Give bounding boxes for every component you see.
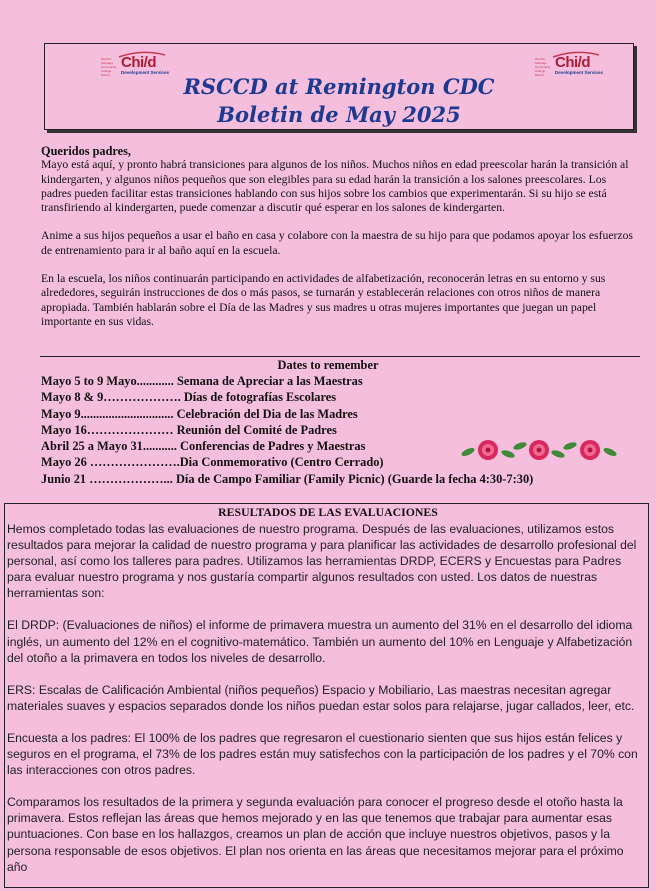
letter-paragraph: Mayo está aquí, y pronto habrá transiciones para algunos de los niños. Muchos niños en edad preescolar harán la transición al kindergarten, y algunos niños pequeños que son elegibles para su edad harán la transición a los salones preescolares. Los padres pueden facilitar estas transiciones hablando con sus hijos sobre los cambios que experimentarán. Si su hijo se está transfiriendo al kindergarten, puede comenzar a discutir qué esperar en los salones de kindergarten. — [41, 158, 629, 215]
date-row — [41, 373, 641, 389]
results-paragraph: Comparamos los resultados de la primera y segunda evaluación para conocer el progreso desde el otoño hasta la primavera. Estos reflejan las áreas que hemos mejorado y en las que tenemos que trabajar para aumentar esas puntuaciones. Con base en los hallazgos, creamos un plan de acción que incluye nuestros objetivos, pasos y la persona responsable de esos objetivos. El plan nos orienta en las áreas que necesitamos mejorar para el próximo año — [7, 795, 624, 874]
letter-greeting: Queridos padres, — [41, 144, 131, 158]
logo-word: Chi/d — [555, 54, 590, 71]
newsletter-header — [44, 43, 634, 130]
date-event: Celebración del Dia de las Madres — [173, 406, 358, 421]
letter-paragraph: Anime a sus hijos pequeños a usar el baño en casa y colabore con la maestra de su hijo para que podamos apoyar los esfuerzos de entrenamiento para ir al baño aquí en la escuela. — [41, 229, 633, 257]
results-paragraph: Encuesta a los padres: El 100% de los padres que regresaron el cuestionario sienten que sus hijos están felices y seguros en el programa, el 73% de los padres están muy satisfechos con la participación de los padres y el 70% con las interacciones con otros padres. — [7, 730, 638, 778]
logo-subtitle: Development Services — [121, 70, 170, 75]
date-label: Mayo 16………………… — [41, 422, 174, 437]
parent-letter — [41, 144, 639, 343]
date-label: Junio 21 ………………... — [41, 471, 173, 486]
date-row — [41, 389, 641, 405]
divider — [40, 356, 640, 357]
logo-tiny-text: Rancho Santiago Community College District — [101, 57, 117, 77]
date-event: Semana de Apreciar a las Maestras — [173, 374, 363, 388]
date-event: Días de fotografías Escolares — [180, 390, 337, 405]
dates-title: Dates to remember — [277, 358, 379, 372]
date-row — [41, 406, 641, 422]
date-event: Conferencias de Padres y Maestras — [176, 439, 366, 454]
results-paragraph: ERS: Escalas de Calificación Ambiental (niños pequeños) Espacio y Mobiliario, Las maestras necesitan agregar materiales suaves y espacios separados donde los niños puedan estar solos para relajarse, jugar callados, leer, etc. — [7, 682, 635, 713]
date-label: Mayo 8 & 9………………. — [41, 390, 181, 405]
newsletter-title: RSCCD at Remington CDC — [183, 74, 495, 99]
date-event: Reunión del Comité de Padres — [173, 422, 337, 437]
date-event: Dia Conmemorativo (Centro Cerrado) — [179, 455, 384, 470]
results-body — [7, 521, 647, 891]
logo-tiny-text: Rancho Santiago Community College District — [535, 57, 551, 77]
results-paragraph: Hemos completado todas las evaluaciones de nuestro programa. Después de las evaluaciones, utilizamos estos resultados para mejorar la calidad de nuestro programa y para planificar las actividades de desarrollo profesional del personal, así como los talleres para padres. Utilizamos las herramientas DRDP, ECERS y Encuestas para Padres para evaluar nuestro programa y nos gustaría compartir algunos resultados con usted. Los datos de nuestras herramientas son: — [7, 522, 637, 601]
results-paragraph: El DRDP: (Evaluaciones de niños) el informe de primavera muestra un aumento del 31% en el desarrollo del idioma inglés, un aumento del 12% en el cognitivo-matemático. También un aumento del 10% en Lenguaje y Alfabetización del otoño a la primavera en todos los niveles de desarrollo. — [7, 618, 633, 665]
dates-list — [41, 373, 641, 487]
rose-garland-icon — [460, 438, 618, 462]
date-label: Mayo 26 …………………. — [41, 455, 180, 470]
date-label: Mayo 9.............................. — [41, 406, 174, 421]
date-label: Mayo 5 to 9 Mayo............ — [41, 374, 174, 388]
letter-paragraph: En la escuela, los niños continuarán participando en actividades de alfabetización, reconocerán letras en su entorno y sus alrededores, seguirán instrucciones de dos o más pasos, se turnarán y establecerán relaciones con otros niños de manera apropiada. También hablarán sobre el Día de las Madres y sus madres u otras mujeres importantes que juegan un papel importante en sus vidas. — [41, 272, 606, 328]
results-title: RESULTADOS DE LAS EVALUACIONES — [218, 505, 438, 519]
logo-subtitle: Development Services — [555, 70, 604, 75]
newsletter-subtitle: Boletin de May 2025 — [217, 102, 461, 127]
date-event: Día de Campo Familiar (Family Picnic) (Guarde la fecha 4:30-7:30) — [172, 471, 534, 486]
date-label: Abril 25 a Mayo 31........... — [41, 439, 177, 454]
date-row — [41, 422, 641, 438]
logo-word: Chi/d — [121, 54, 156, 71]
date-row — [41, 471, 641, 487]
